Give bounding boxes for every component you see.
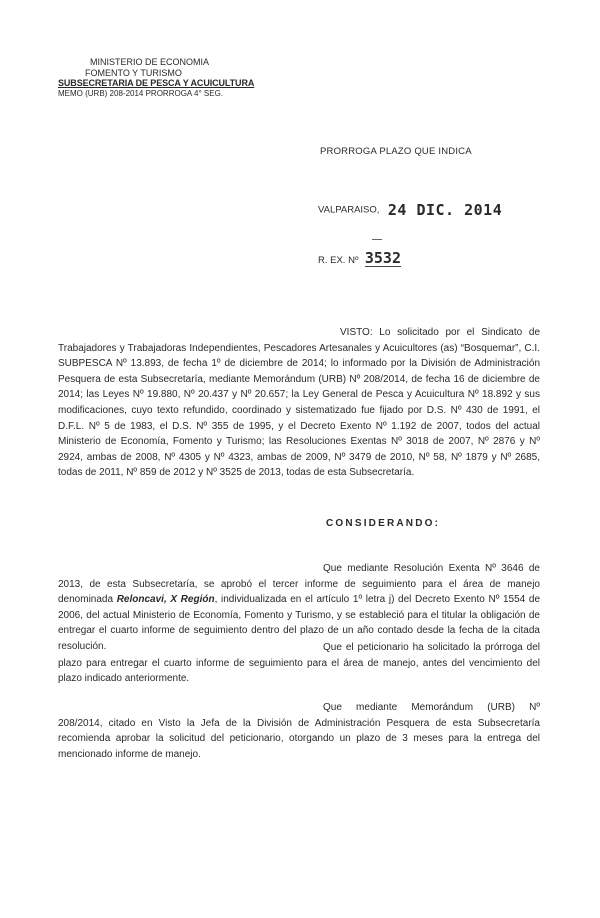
considerando-paragraph-2	[58, 640, 540, 687]
c2-text: Que el peticionario ha solicitado la prórroga del plazo para entregar el cuarto informe de seguimiento para el área de manejo, antes del vencimiento del plazo indicado anteriormente.	[58, 642, 540, 685]
margin-mark	[372, 239, 382, 240]
c1-text-before: Que mediante Resolución Exenta Nº 3646 de 2013, de esta Subsecretaría, se aprobó el tercer informe de seguimiento para el área de manejo denominada	[58, 563, 540, 606]
considerando-heading: CONSIDERANDO:	[326, 518, 441, 529]
resolution-number-line	[318, 250, 401, 268]
considerando-paragraph-3	[58, 700, 540, 762]
area-name: Reloncavi, X Región	[116, 594, 215, 606]
ministry-line-1: MINISTERIO DE ECONOMIA	[90, 57, 210, 67]
resolution-number: 3532	[364, 249, 401, 267]
document-subject: PRORROGA PLAZO QUE INDICA	[320, 146, 472, 157]
visto-text: Lo solicitado por el Sindicato de Trabajadores y Trabajadoras Independientes, Pescadores Artesanales y Acuicultores (as) “Bosquemar”, C.I. SUBPESCA Nº 13.893, de fecha 1º de diciembre de 2014; lo informado por la División de Administración Pesquera de esta Subsecretaría, mediante Memorándum (URB) Nº 208/2014, de fecha 16 de diciembre de 2014; las Leyes Nº 19.880, Nº 20.437 y Nº 20.657; la Ley General de Pesca y Acuicultura Nº 18.892 y sus modificaciones, cuyo texto refundido, coordinado y sistematizado fue fijado por D.S. Nº 430 de 1991, el D.F.L. Nº 5 de 1983, el D.S. Nº 355 de 1995, y el Decreto Exento Nº 1.192 de 2007, todos del actual Ministerio de Economía, Fomento y Turismo; las Resoluciones Exentas Nº 3018 de 2007, Nº 2876 y Nº 2924, ambas de 2008, Nº 4305 y Nº 4323, ambas de 2009, Nº 3479 de 2010, Nº 58, Nº 1879 y Nº 2685, todas de 2011, Nº 859 de 2012 y Nº 3525 de 2013, todas de esta Subsecretaría.	[58, 327, 541, 479]
ministry-line-2: FOMENTO Y TURISMO	[85, 67, 182, 78]
visto-label: VISTO:	[340, 327, 373, 338]
subsecretaria-line: SUBSECRETARIA DE PESCA Y ACUICULTURA	[58, 78, 255, 89]
date-line	[318, 201, 502, 219]
resolution-label: R. EX. Nº	[318, 255, 359, 266]
date-stamp: 24 DIC. 2014	[387, 201, 503, 219]
letterhead	[58, 57, 318, 99]
visto-paragraph	[58, 325, 540, 481]
memo-reference: MEMO (URB) 208-2014 PRORROGA 4° SEG.	[58, 88, 224, 98]
c1-text-after: , individualizada en el artículo 1º letra j) del Decreto Exento Nº 1554 de 2006, del actual Ministerio de Economía, Fomento y Turismo, y se estableció para el titular la obligación de entregar el cuarto informe de seguimiento dentro del plazo de un año contado desde la fecha de la citada resolución.	[58, 594, 541, 652]
place-label: VALPARAISO,	[318, 204, 380, 216]
c3-text: Que mediante Memorándum (URB) Nº 208/2014, citado en Visto la Jefa de la División de Administración Pesquera de esta Subsecretaría recomienda aprobar la solicitud del peticionario, otorgando un plazo de 3 meses para la entrega del mencionado informe de manejo.	[58, 702, 540, 760]
